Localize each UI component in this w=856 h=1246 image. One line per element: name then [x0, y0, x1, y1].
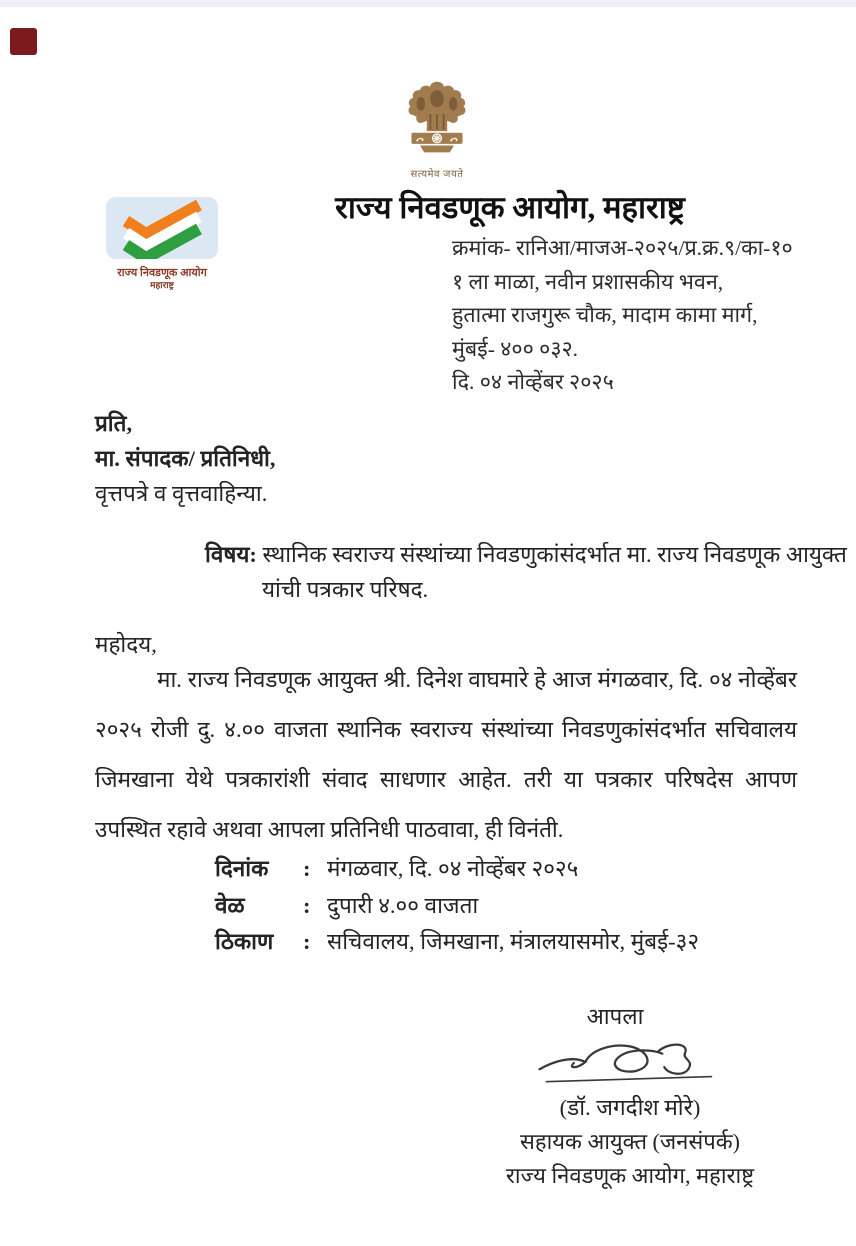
- signature-icon: [465, 1037, 795, 1089]
- emblem-motto: सत्यमेव जयते: [410, 169, 464, 180]
- detail-row-venue: [215, 924, 699, 961]
- detail-label: वेळ: [215, 892, 245, 918]
- subject-text: स्थानिक स्वराज्य संस्थांच्या निवडणुकांसंदर्भात मा. राज्य निवडणूक आयुक्त यांची पत्रकार परिषद.: [256, 542, 847, 602]
- detail-row-date: [215, 851, 699, 888]
- detail-row-time: [215, 888, 699, 925]
- reference-number: क्रमांक- रानिआ/माजअ-२०२५/प्र.क्र.९/का-१०: [452, 236, 793, 260]
- body-paragraph: मा. राज्य निवडणूक आयुक्त श्री. दिनेश वाघमारे हे आज मंगळवार, दि. ०४ नोव्हेंबर २०२५ रोजी दु. ४.०० वाजता स्थानिक स्वराज्य संस्थांच्या निवडणुकांसंदर्भात सचिवालय जिमखाना येथे पत्रकारांशी संवाद साधणार आहेत. तरी या पत्रकार परिषदेस आपण उपस्थित रहावे अथवा आपला प्रतिनिधी पाठवावा, ही विनंती.: [95, 667, 797, 842]
- recipient-block: [95, 406, 276, 511]
- detail-colon: :: [303, 892, 311, 918]
- detail-value: दुपारी ४.०० वाजता: [327, 892, 479, 918]
- subject-label: विषय:: [205, 542, 257, 567]
- signatory-name: (डॉ. जगदीश मोरे): [559, 1095, 701, 1120]
- reference-block: [452, 232, 847, 400]
- sec-logo: [106, 197, 218, 291]
- address-line: मुंबई- ४०० ०३२.: [452, 336, 579, 361]
- detail-label: ठिकाण: [215, 929, 274, 954]
- sec-checkmark-logo-icon: [106, 197, 218, 259]
- detail-colon: :: [303, 856, 311, 881]
- detail-value: सचिवालय, जिमखाना, मंत्रालयासमोर, मुंबई-३२: [327, 929, 700, 954]
- ashoka-emblem-icon: [394, 80, 480, 160]
- recipient-line1: मा. संपादक/ प्रतिनिधी,: [95, 446, 276, 471]
- signatory-designation: सहायक आयुक्त (जनसंपर्क): [520, 1129, 740, 1154]
- address-line: हुतात्मा राजगुरू चौक, मादाम कामा मार्ग,: [452, 303, 758, 327]
- subject-block: [205, 537, 856, 607]
- logo-caption-line2: महाराष्ट्र: [150, 280, 174, 290]
- recipient-salutation: प्रति,: [95, 411, 133, 436]
- letter-date: दि. ०४ नोव्हेंबर २०२५: [452, 370, 614, 394]
- detail-label: दिनांक: [215, 856, 269, 881]
- signature-block: [465, 1000, 795, 1193]
- national-emblem: [394, 80, 480, 180]
- signature-closing: आपला: [586, 1004, 644, 1029]
- signatory-organization: राज्य निवडणूक आयोग, महाराष्ट्र: [505, 1163, 755, 1188]
- viewer-top-bar: [0, 0, 856, 7]
- detail-colon: :: [303, 929, 311, 954]
- greeting: महोदय,: [95, 632, 157, 657]
- record-indicator-icon: [10, 28, 37, 55]
- page-title: राज्य निवडणूक आयोग, महाराष्ट्र: [335, 190, 685, 225]
- logo-caption-line1: राज्य निवडणूक आयोग: [117, 267, 207, 279]
- recipient-line2: वृत्तपत्रे व वृत्तवाहिन्या.: [95, 481, 268, 506]
- detail-value: मंगळवार, दि. ०४ नोव्हेंबर २०२५: [327, 856, 579, 881]
- event-details: [215, 851, 699, 961]
- address-line: १ ला माळा, नवीन प्रशासकीय भवन,: [452, 269, 724, 294]
